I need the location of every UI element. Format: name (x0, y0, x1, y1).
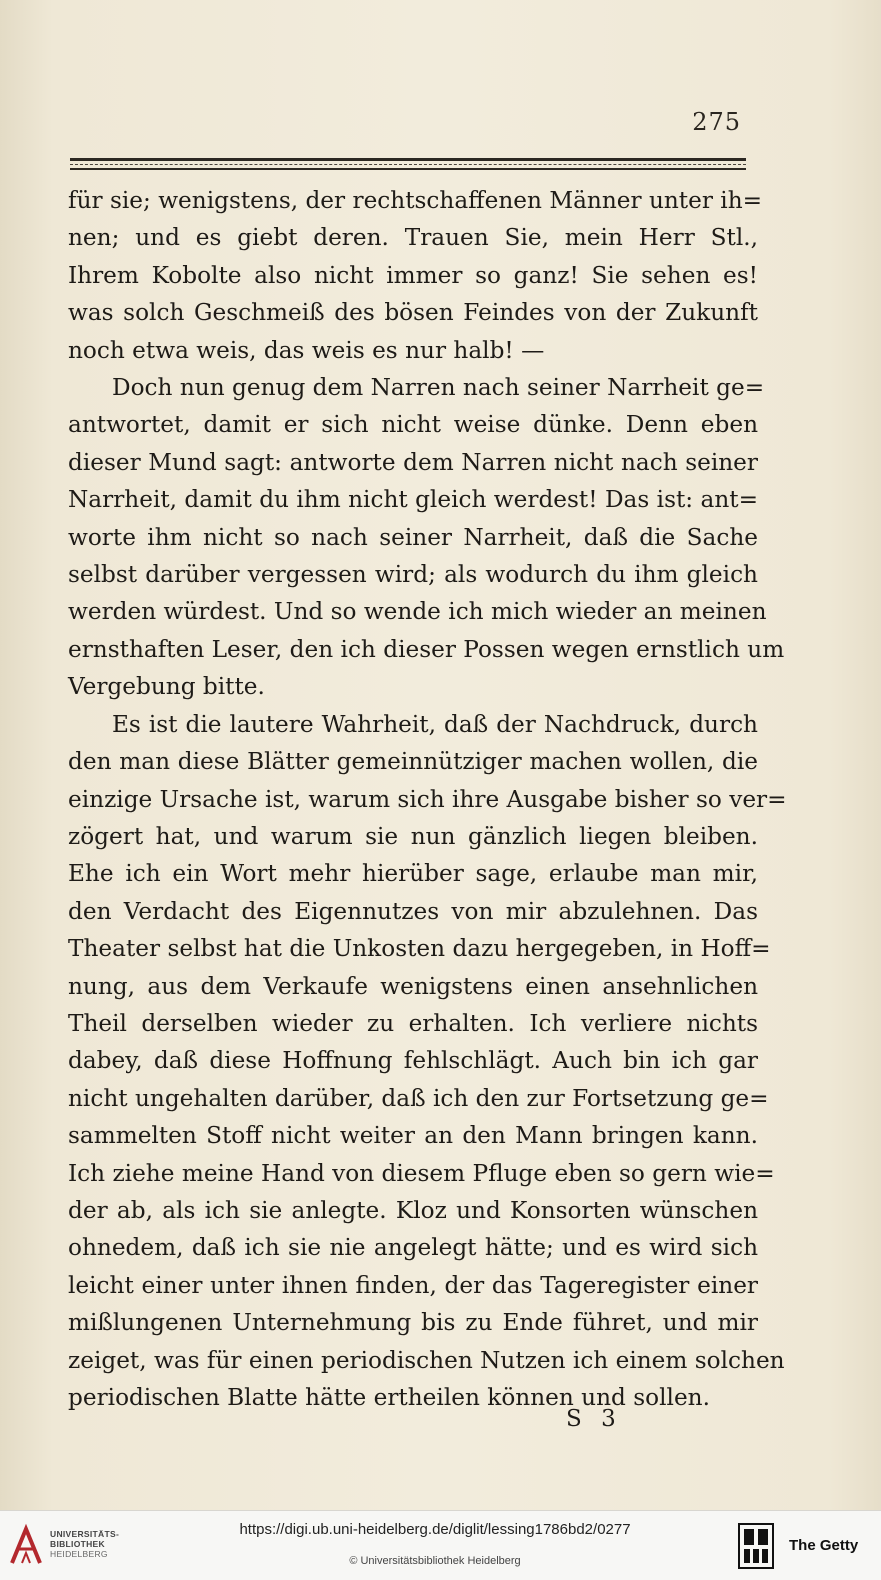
permalink-url[interactable]: https://digi.ub.uni-heidelberg.de/diglit/lessing1786bd2/0277 (239, 1521, 631, 1538)
text-line: nicht ungehalten darüber, daß ich den zur Fortsetzung ge= (68, 1084, 769, 1112)
text-line: Ihrem Kobolte also nicht immer so ganz! Sie sehen es! (68, 261, 758, 289)
text-line: was solch Geschmeiß des bösen Feindes von der Zukunft (68, 299, 758, 327)
text-line: der ab, als ich sie anlegte. Kloz und Konsorten wünschen (68, 1196, 758, 1224)
text-line: dieser Mund sagt: antworte dem Narren nicht nach seiner (68, 448, 758, 476)
university-library-logo-icon (8, 1523, 44, 1567)
signature-mark: S 3 (566, 1406, 622, 1432)
getty-name: The Getty (789, 1537, 859, 1554)
text-line: ernsthaften Leser, den ich dieser Possen wegen ernstlich um (68, 635, 785, 663)
text-line: sammelten Stoff nicht weiter an den Mann bringen kann. (68, 1122, 758, 1150)
text-line: für sie; wenigstens, der rechtschaffenen Männer unter ih= (68, 187, 763, 214)
text-line: einzige Ursache ist, warum sich ihre Ausgabe bisher so ver= (68, 785, 787, 813)
text-line: mißlungenen Unternehmung bis zu Ende führet, und mir (68, 1309, 758, 1337)
text-line: Es ist die lautere Wahrheit, daß der Nachdruck, durch (112, 710, 758, 738)
text-line: antwortet, damit er sich nicht weise dünke. Denn eben (68, 411, 758, 439)
text-line: werden würdest. Und so wende ich mich wieder an meinen (68, 598, 767, 626)
page-number: 275 (692, 108, 741, 136)
library-name: UNIVERSITÄTS- BIBLIOTHEK HEIDELBERG (50, 1529, 120, 1559)
viewer-footer (0, 1510, 881, 1580)
text-line: worte ihm nicht so nach seiner Narrheit, daß die Sache (68, 523, 758, 551)
text-line: den Verdacht des Eigennutzes von mir abzulehnen. Das (68, 897, 758, 925)
text-line: dabey, daß diese Hoffnung fehlschlägt. Auch bin ich gar (68, 1047, 758, 1075)
text-line: nen; und es giebt deren. Trauen Sie, mein Herr Stl., (68, 224, 758, 252)
text-line: zögert hat, und warum sie nun gänzlich liegen bleiben. (68, 822, 758, 850)
text-line: ohnedem, daß ich sie nie angelegt hätte; und es wird sich (68, 1234, 758, 1262)
getty-logo-icon (738, 1523, 774, 1569)
text-line: Theater selbst hat die Unkosten dazu hergegeben, in Hoff= (68, 935, 771, 963)
text-line: zeiget, was für einen periodischen Nutzen ich einem solchen (68, 1346, 785, 1374)
copyright-notice: © Universitätsbibliothek Heidelberg (349, 1555, 521, 1567)
body-text (68, 182, 787, 1416)
text-line: Theil derselben wieder zu erhalten. Ich verliere nichts (68, 1009, 758, 1037)
text-line: leicht einer unter ihnen finden, der das Tageregister einer (68, 1271, 758, 1299)
text-line: selbst darüber vergessen wird; als wodurch du ihm gleich (68, 561, 758, 589)
text-line: Vergebung bitte. (68, 673, 265, 701)
header-rule (70, 158, 746, 170)
text-line: Narrheit, damit du ihm nicht gleich werdest! Das ist: ant= (68, 486, 758, 514)
text-line: nung, aus dem Verkaufe wenigstens einen ansehnlichen (68, 972, 758, 1000)
text-line: noch etwa weis, das weis es nur halb! — (68, 336, 545, 364)
text-line: den man diese Blätter gemeinnütziger machen wollen, die (68, 748, 758, 776)
text-line: Ich ziehe meine Hand von diesem Pfluge eben so gern wie= (68, 1159, 775, 1187)
text-line: periodischen Blatte hätte ertheilen können und sollen. (68, 1384, 710, 1411)
text-line: Ehe ich ein Wort mehr hierüber sage, erlaube man mir, (68, 860, 758, 888)
text-line: Doch nun genug dem Narren nach seiner Narrheit ge= (112, 374, 765, 402)
